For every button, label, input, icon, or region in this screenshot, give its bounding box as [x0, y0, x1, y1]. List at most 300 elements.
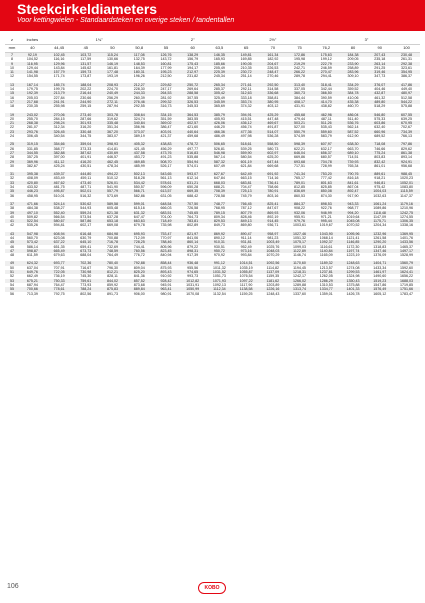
diameter-cell: 713,39: [26, 291, 38, 296]
diameter-cell: 307,55: [187, 95, 199, 100]
diameter-cell: 689,52: [374, 134, 386, 139]
tooth-count: 44: [10, 235, 14, 240]
diameter-cell: 648,54: [153, 202, 180, 206]
diameter-cell: 707,50: [179, 202, 206, 206]
diameter-cell: 823,45: [153, 249, 180, 253]
diameter-cell: 335,48: [99, 121, 126, 125]
diameter-cell: 414,70: [313, 100, 340, 104]
diameter-cell: 955,91: [294, 214, 306, 219]
diameter-cell: 1324,98: [346, 274, 360, 279]
diameter-cell: 1310,53: [319, 282, 333, 287]
diameter-cell: 194,17: [187, 65, 199, 70]
diameter-cell: 131,57: [72, 62, 99, 66]
diameter-cell: 359,52: [347, 87, 359, 92]
pitch-header: 60: [179, 45, 206, 53]
diameter-cell: 161,34: [259, 53, 286, 58]
diameter-cell: 622,21: [294, 146, 306, 151]
tooth-count: 21: [5, 121, 19, 125]
diameter-cell: 484,38: [26, 206, 38, 211]
diameter-cell: 518,29: [374, 104, 386, 109]
diameter-cell: 1075,17: [286, 240, 313, 244]
diameter-cell: 825,20: [126, 270, 153, 274]
diameter-cell: 326,53: [179, 100, 206, 104]
diameter-cell: 612,14: [187, 176, 199, 181]
diameter-cell: 663,15: [240, 176, 252, 181]
diameter-cell: 258,89: [347, 65, 359, 70]
diameter-cell: 974,65: [179, 270, 206, 274]
diameter-cell: 547,98: [19, 232, 46, 236]
diameter-cell: 219,29: [286, 62, 313, 66]
diameter-cell: 1560,79: [393, 261, 420, 265]
tooth-count: 50: [10, 265, 14, 270]
diameter-cell: 624,32: [19, 261, 46, 265]
diameter-cell: 385,79: [206, 113, 233, 117]
diameter-cell: 522,54: [19, 219, 46, 223]
diameter-cell: 1290,20: [366, 240, 393, 244]
diameter-cell: 780,40: [99, 261, 126, 265]
diameter-cell: 1719,85: [400, 282, 414, 287]
diameter-cell: 242,71: [294, 65, 306, 70]
diameter-cell: 167,14: [19, 83, 46, 87]
diameter-cell: 736,41: [259, 181, 286, 185]
diameter-cell: 970,92: [213, 253, 225, 258]
diameter-cell: 455,68: [286, 113, 313, 117]
diameter-cell: 405,93: [213, 116, 225, 121]
diameter-cell: 631,05: [160, 193, 172, 198]
diameter-cell: 766,45: [233, 202, 260, 206]
diameter-cell: 780,91: [259, 189, 286, 193]
diameter-cell: 589,58: [99, 202, 126, 206]
diameter-cell: 299,32: [153, 100, 180, 104]
inch-label: inches: [26, 37, 39, 43]
diameter-cell: 586,14: [26, 244, 38, 249]
diameter-cell: 204,67: [259, 62, 286, 66]
diameter-cell: 841,36: [133, 274, 145, 279]
diameter-cell: 1262,05: [319, 274, 333, 279]
tooth-count: 33: [5, 181, 19, 185]
diameter-cell: 693,68: [286, 160, 313, 164]
diameter-cell: 1043,90: [313, 232, 340, 236]
diameter-cell: 1099,03: [293, 244, 307, 249]
diameter-cell: 351,34: [107, 125, 119, 130]
diameter-cell: 288,58: [179, 91, 206, 95]
diameter-cell: 1497,17: [393, 249, 420, 253]
tooth-count: 7: [5, 53, 19, 58]
diameter-cell: 331,85: [26, 146, 38, 151]
diameter-cell: 1350,43: [340, 279, 367, 283]
diameter-cell: 955,56: [187, 265, 199, 270]
diameter-cell: 404,46: [374, 87, 386, 92]
tooth-count: 45: [5, 240, 19, 244]
diameter-cell: 1203,89: [266, 282, 280, 287]
tooth-count: 52: [10, 274, 14, 279]
diameter-cell: 193,19: [107, 74, 119, 79]
diameter-cell: 656,37: [313, 151, 340, 155]
diameter-cell: 783,81: [179, 219, 206, 223]
diameter-cell: 512,58: [401, 95, 413, 100]
diameter-cell: 306,45: [26, 134, 38, 139]
tooth-count: 40: [10, 214, 14, 219]
diameter-cell: 829,53: [206, 219, 233, 223]
diameter-cell: 995,44: [313, 219, 340, 223]
diameter-cell: 708,39: [206, 189, 233, 193]
diameter-cell: 281,07: [26, 125, 38, 130]
diameter-cell: 840,94: [160, 253, 172, 258]
diameter-cell: 1242,75: [393, 211, 420, 215]
diameter-cell: 497,98: [240, 134, 252, 139]
diameter-cell: 621,38: [99, 211, 126, 215]
diameter-cell: 358,81: [267, 95, 279, 100]
diameter-cell: 1115,59: [393, 189, 420, 193]
diameter-cell: 459,11: [80, 176, 92, 181]
diameter-cell: 1490,60: [373, 274, 387, 279]
diameter-cell: 421,45: [133, 146, 145, 151]
diameter-cell: 265,34: [206, 83, 233, 87]
diameter-cell: 494,22: [99, 172, 126, 176]
diameter-cell: 469,85: [126, 160, 153, 164]
diameter-cell: 435,38: [340, 100, 367, 104]
diameter-cell: 301,93: [72, 121, 99, 125]
diameter-cell: 314,58: [267, 87, 279, 92]
diameter-cell: 1226,16: [259, 287, 286, 291]
diameter-cell: 924,91: [393, 160, 420, 164]
diameter-cell: 1020,23: [400, 176, 414, 181]
diameter-cell: 775,24: [366, 151, 393, 155]
diameter-cell: 205,03: [26, 95, 38, 100]
diameter-cell: 717,51: [294, 163, 306, 168]
page-subtitle: Voor kettingwielen - Standaardsteken en overige steken / tandentallen: [17, 17, 235, 24]
diameter-cell: 1048,03: [259, 249, 286, 253]
diameter-cell: 1070,52: [346, 223, 360, 228]
diameter-cell: 745,30: [80, 274, 92, 279]
tooth-count: 54: [10, 282, 14, 287]
diameter-cell: 1175,71: [366, 219, 393, 223]
diameter-cell: 497,10: [19, 211, 46, 215]
pitch-header: 75: [286, 45, 313, 53]
diameter-cell: 1117,90: [239, 282, 253, 287]
diameter-cell: 680,57: [320, 155, 332, 160]
diameter-cell: 647,47: [133, 214, 145, 219]
diameter-cell: 911,14: [240, 235, 252, 240]
tooth-count: 46: [10, 244, 14, 249]
diameter-cell: 177,48: [99, 70, 126, 74]
diameter-cell: 1050,99: [179, 287, 206, 291]
diameter-cell: 334,15: [153, 113, 180, 117]
diameter-cell: 175,43: [179, 62, 206, 66]
diameter-cell: 1121,41: [346, 235, 360, 240]
diameter-cell: 117,59: [80, 57, 92, 62]
diameter-cell: 963,41: [153, 287, 180, 291]
diameter-cell: 293,76: [19, 130, 46, 134]
diameter-cell: 728,25: [126, 240, 153, 244]
diameter-cell: 587,32: [206, 160, 233, 164]
diameter-cell: 1004,03: [366, 189, 393, 193]
diameter-cell: 958,97: [259, 232, 286, 236]
diameter-cell: 417,86: [393, 83, 420, 87]
diameter-cell: 303,78: [99, 113, 126, 117]
diameter-cell: 1433,56: [393, 240, 420, 244]
diameter-cell: 1656,22: [400, 274, 414, 279]
diameter-cell: 359,04: [72, 142, 99, 146]
diameter-cell: 1146,85: [340, 240, 367, 244]
diameter-cell: 230,48: [393, 53, 420, 58]
diameter-cell: 1032,63: [373, 193, 387, 198]
diameter-cell: 319,46: [366, 70, 393, 74]
diameter-cell: 917,90: [347, 193, 359, 198]
tooth-count: 24: [10, 134, 14, 139]
diameter-cell: 408,09: [26, 176, 38, 181]
tooth-count: 41: [5, 219, 19, 223]
diameter-cell: 1165,09: [319, 253, 333, 258]
diameter-cell: 952,49: [240, 244, 252, 249]
diameter-cell: 828,46: [240, 214, 252, 219]
diameter-cell: 276,46: [126, 100, 153, 104]
diameter-cell: 351,59: [160, 116, 172, 121]
diameter-cell: 433,52: [26, 185, 38, 190]
diameter-cell: 340,54: [53, 134, 65, 139]
diameter-cell: 309,10: [347, 74, 359, 79]
pitch-header: 40: [19, 45, 46, 53]
diameter-cell: 765,17: [294, 176, 306, 181]
diameter-cell: 1375,88: [346, 282, 360, 287]
diameter-cell: 587,52: [340, 130, 367, 134]
diameter-cell: 615,16: [133, 206, 145, 211]
diameter-cell: 1132,54: [213, 291, 226, 296]
diameter-cell: 408,17: [286, 100, 313, 104]
diameter-cell: 1751,66: [393, 287, 420, 291]
diameter-cell: 704,47: [240, 185, 252, 190]
tooth-count: 15: [5, 91, 19, 95]
diameter-cell: 169,85: [240, 57, 252, 62]
diameter-cell: 728,58: [213, 193, 225, 198]
kobo-logo: KOBO: [198, 582, 226, 594]
diameter-cell: 316,73: [160, 104, 172, 109]
diameter-cell: 403,91: [153, 130, 180, 134]
inch-group-header: 1¾": [95, 37, 103, 43]
tooth-count: 49: [5, 261, 19, 265]
diameter-cell: 734,39: [393, 130, 420, 134]
diameter-cell: 758,66: [267, 185, 279, 190]
diameter-cell: 291,25: [374, 65, 386, 70]
diameter-cell: 792,75: [53, 291, 65, 296]
diameter-cell: 914,45: [259, 219, 286, 223]
diameter-cell: 968,77: [347, 206, 359, 211]
diameter-cell: 420,80: [19, 181, 46, 185]
diameter-cell: 789,01: [286, 181, 313, 185]
diameter-cell: 1313,74: [286, 287, 313, 291]
diameter-cell: 231,82: [187, 74, 199, 79]
diameter-cell: 394,91: [233, 113, 260, 117]
diameter-cell: 229,82: [153, 83, 180, 87]
diameter-cell: 766,13: [401, 134, 413, 139]
diameter-cell: 844,02: [99, 279, 126, 283]
diameter-cell: 255,98: [53, 104, 65, 109]
diameter-cell: 770,97: [160, 235, 172, 240]
diameter-cell: 199,12: [320, 57, 332, 62]
diameter-cell: 376,07: [366, 83, 393, 87]
diameter-cell: 874,30: [320, 193, 332, 198]
diameter-cell: 580,54: [240, 155, 252, 160]
diameter-cell: 323,61: [401, 65, 413, 70]
diameter-cell: 1092,37: [313, 240, 340, 244]
diameter-cell: 255,70: [26, 116, 38, 121]
diameter-cell: 607,55: [393, 113, 420, 117]
diameter-cell: 146,19: [99, 62, 126, 66]
diameter-cell: 1338,16: [400, 223, 414, 228]
diameter-cell: 1003,49: [259, 240, 286, 244]
diameter-cell: 1376,09: [373, 253, 387, 258]
diameter-cell: 430,51: [80, 163, 92, 168]
diameter-cell: 778,61: [46, 287, 73, 291]
diameter-cell: 369,96: [19, 160, 46, 164]
diameter-cell: 566,54: [53, 214, 65, 219]
diameter-cell: 535,43: [320, 125, 332, 130]
diameter-cell: 832,42: [366, 160, 393, 164]
diameter-cell: 809,34: [213, 214, 225, 219]
diameter-cell: 284,15: [53, 116, 65, 121]
diameter-cell: 847,67: [267, 206, 279, 211]
diameter-cell: 950,72: [206, 249, 233, 253]
diameter-cell: 659,41: [80, 244, 92, 249]
diameter-cell: 693,77: [46, 261, 73, 265]
diameter-cell: 453,49: [53, 176, 65, 181]
diameter-cell: 739,93: [340, 160, 367, 164]
diameter-cell: 558,50: [259, 142, 286, 146]
diameter-cell: 575,88: [401, 104, 413, 109]
diameter-cell: 559,60: [313, 130, 340, 134]
diameter-cell: 616,48: [72, 232, 99, 236]
diameter-cell: 336,68: [259, 91, 286, 95]
diameter-cell: 980,91: [160, 291, 172, 296]
diameter-cell: 1095,96: [340, 232, 367, 236]
diameter-cell: 1019,64: [346, 214, 360, 219]
diameter-cell: 344,55: [19, 151, 46, 155]
diameter-cell: 456,74: [240, 125, 252, 130]
diameter-cell: 776,72: [133, 253, 145, 258]
diameter-cell: 347,73: [374, 74, 386, 79]
diameter-cell: 172,86: [286, 53, 313, 58]
diameter-cell: 495,87: [46, 189, 73, 193]
diameter-cell: 613,57: [153, 189, 180, 193]
diameter-cell: 917,39: [187, 253, 199, 258]
diameter-cell: 175,63: [313, 53, 340, 58]
diameter-cell: 173,87: [80, 74, 92, 79]
tooth-count: 16: [10, 95, 14, 100]
diameter-cell: 861,01: [374, 163, 386, 168]
diameter-cell: 544,22: [393, 100, 420, 104]
diameter-cell: 395,38: [19, 172, 46, 176]
tooth-count: 53: [5, 279, 19, 283]
diameter-cell: 366,50: [313, 91, 340, 95]
page-title: Steekcirkeldiameters: [17, 1, 158, 17]
diameter-cell: 116,95: [19, 62, 46, 66]
diameter-cell: 650,28: [187, 185, 199, 190]
diameter-cell: 725,13: [233, 189, 260, 193]
diameter-cell: 669,68: [267, 163, 279, 168]
diameter-cell: 536,76: [340, 121, 367, 125]
diameter-cell: 554,94: [179, 160, 206, 164]
diameter-cell: 598,87: [19, 249, 46, 253]
diameter-cell: 446,23: [19, 189, 46, 193]
diameter-cell: 386,37: [401, 74, 413, 79]
diameter-cell: 486,49: [213, 134, 225, 139]
diameter-cell: 312,63: [233, 91, 260, 95]
diameter-cell: 224,70: [107, 87, 119, 92]
diameter-cell: 319,62: [107, 116, 119, 121]
diameter-cell: 1334,77: [313, 287, 340, 291]
diameter-cell: 1213,57: [319, 265, 333, 270]
diameter-cell: 449,40: [401, 87, 413, 92]
diameter-cell: 207,43: [366, 53, 393, 58]
diameter-cell: 601,19: [233, 160, 260, 164]
diameter-cell: 932,06: [286, 211, 313, 215]
tooth-count: 17: [5, 100, 19, 104]
diameter-cell: 1289,88: [293, 282, 307, 287]
diameter-cell: 869,93: [259, 211, 286, 215]
diameter-cell: 241,91: [46, 100, 73, 104]
diameter-cell: 704,78: [313, 160, 340, 164]
diameter-cell: 1179,16: [393, 202, 420, 206]
diameter-cell: 437,58: [126, 151, 153, 155]
diameter-cell: 1012,82: [179, 279, 206, 283]
diameter-cell: 386,47: [160, 125, 172, 130]
diameter-cell: 195,98: [294, 57, 306, 62]
diameter-cell: 244,33: [126, 91, 153, 95]
diameter-cell: 1114,82: [266, 265, 280, 270]
diameter-cell: 272,11: [99, 100, 126, 104]
diameter-cell: 447,48: [267, 116, 279, 121]
pitch-header: 45: [72, 45, 99, 53]
diameter-cell: 928,42: [153, 279, 180, 283]
diameter-cell: 898,53: [313, 202, 340, 206]
diameter-cell: 946,99: [313, 211, 340, 215]
diameter-cell: 345,59: [206, 100, 233, 104]
diameter-cell: 1089,86: [373, 206, 387, 211]
diameter-cell: 518,28: [133, 176, 145, 181]
diameter-cell: 389,19: [133, 134, 145, 139]
diameter-cell: 104,52: [26, 57, 38, 62]
diameter-cell: 546,98: [206, 151, 233, 155]
diameter-cell: 745,65: [179, 211, 206, 215]
diameter-cell: 821,97: [179, 232, 206, 236]
pitch-header: 65: [233, 45, 260, 53]
diameter-cell: 225,39: [206, 70, 233, 74]
diameter-cell: 631,32: [126, 211, 153, 215]
diameter-cell: 271,61: [233, 83, 260, 87]
diameter-cell: 1025,76: [266, 244, 280, 249]
diameter-cell: 222,79: [313, 62, 340, 66]
diameter-cell: 1274,08: [346, 265, 360, 270]
diameter-cell: 1299,53: [340, 270, 367, 274]
diameter-cell: 688,04: [80, 253, 92, 258]
diameter-cell: 702,36: [72, 261, 99, 265]
diameter-cell: 230,35: [26, 104, 38, 109]
diameter-cell: 1138,58: [233, 287, 260, 291]
diameter-cell: 313,40: [286, 83, 313, 87]
diameter-cell: 621,84: [240, 163, 252, 168]
diameter-cell: 790,76: [340, 172, 367, 176]
diameter-cell: 627,67: [206, 172, 233, 176]
diameter-cell: 337,05: [294, 87, 306, 92]
diameter-cell: 1070,08: [186, 291, 200, 296]
diameter-cell: 405,32: [126, 142, 153, 146]
diameter-cell: 625,20: [267, 155, 279, 160]
diameter-cell: 860,14: [179, 240, 206, 244]
diameter-cell: 653,18: [99, 219, 126, 223]
diameter-cell: 273,40: [72, 113, 99, 117]
diameter-cell: 764,47: [53, 282, 65, 287]
diameter-cell: 453,72: [133, 155, 145, 160]
